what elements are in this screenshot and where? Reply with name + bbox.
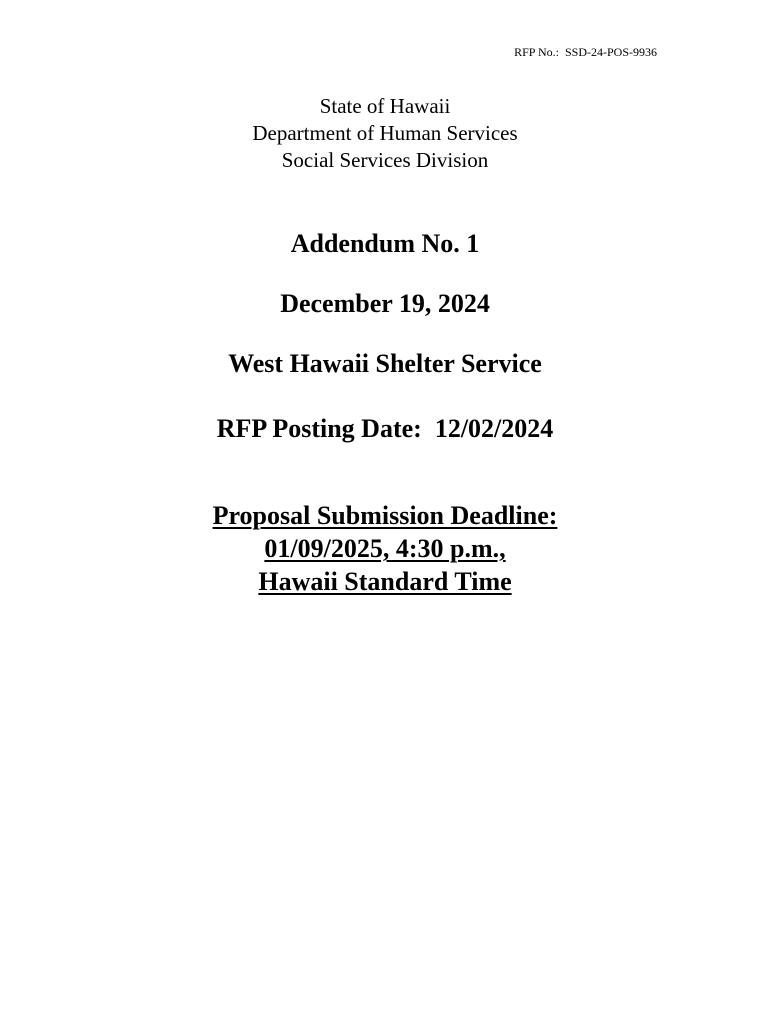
project-title: West Hawaii Shelter Service: [228, 349, 542, 378]
deadline-datetime: 01/09/2025, 4:30 p.m.,: [264, 534, 506, 563]
addendum-title: Addendum No. 1: [290, 229, 480, 258]
deadline-label: Proposal Submission Deadline:: [212, 501, 558, 530]
rfp-number: RFP No.: SSD-24-POS-9936: [514, 45, 657, 59]
agency-block: [0, 93, 770, 174]
division-name: Social Services Division: [281, 148, 489, 172]
addendum-date: December 19, 2024: [280, 289, 490, 318]
deadline-timezone: Hawaii Standard Time: [258, 567, 512, 596]
submission-deadline: [0, 499, 770, 598]
department-name: Department of Human Services: [252, 121, 518, 145]
posting-date: RFP Posting Date: 12/02/2024: [216, 414, 554, 443]
state-name: State of Hawaii: [319, 94, 451, 118]
